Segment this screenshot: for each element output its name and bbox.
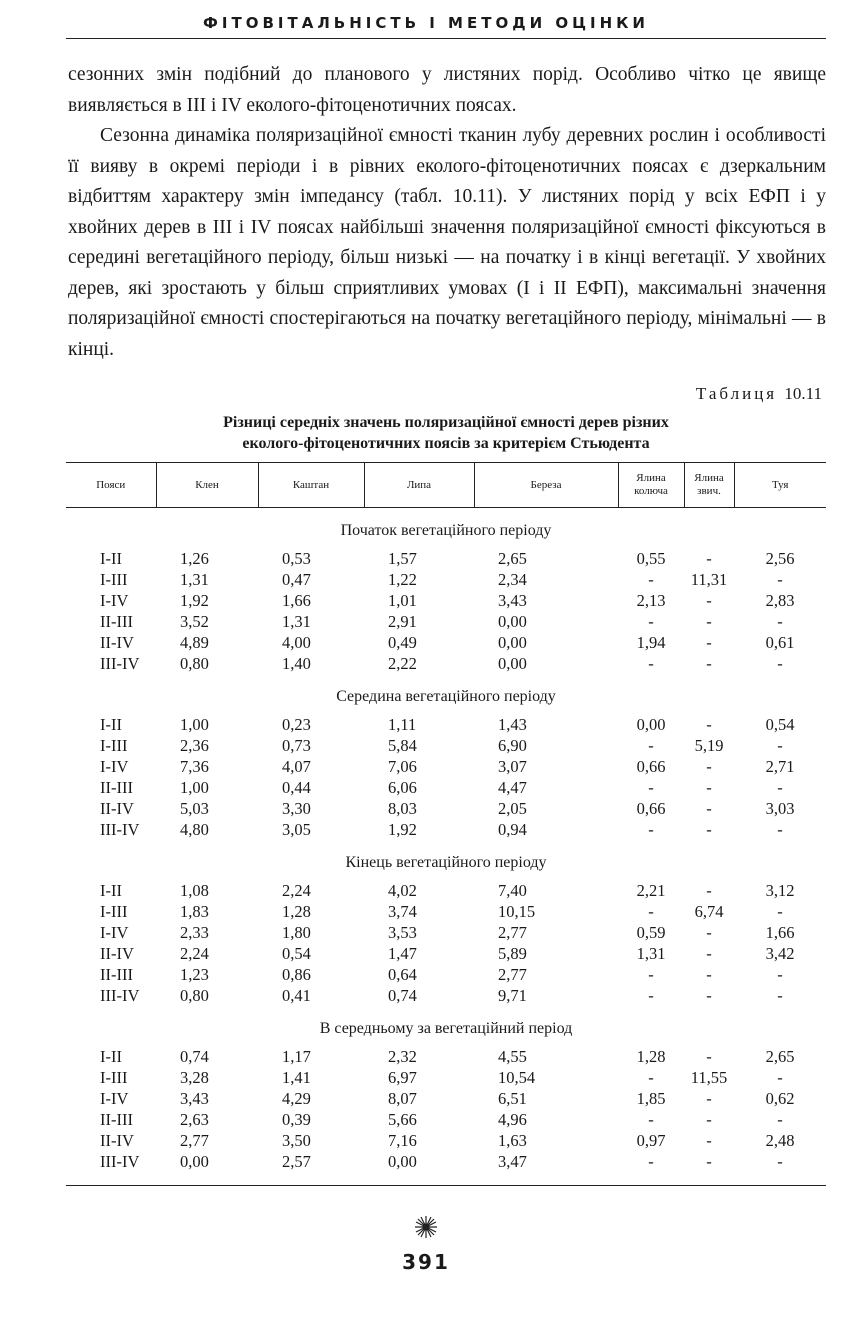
- table-cell: -: [777, 569, 783, 589]
- table-cell: II-III: [100, 611, 133, 631]
- table-cell: 1,23: [180, 964, 209, 984]
- table-cell: 0,94: [498, 819, 527, 839]
- table-cell: 0,23: [282, 714, 311, 734]
- table-cell: 2,05: [498, 798, 527, 818]
- table-cell: 1,47: [388, 943, 417, 963]
- table-cell: 0,66: [636, 756, 666, 776]
- table-row: [66, 943, 826, 964]
- table-cell: 9,71: [498, 985, 527, 1005]
- table-cell: -: [777, 901, 783, 921]
- table-cell: 3,43: [180, 1088, 209, 1108]
- table-cell: 2,77: [180, 1130, 209, 1150]
- table-cell: -: [777, 735, 783, 755]
- table-cell: 6,74: [694, 901, 724, 921]
- table-cell: 2,33: [180, 922, 209, 942]
- table-cell: 7,16: [388, 1130, 417, 1150]
- table-cell: I-IV: [100, 756, 129, 776]
- page-number: 391: [402, 1250, 450, 1274]
- table-cell: 0,00: [498, 611, 527, 631]
- table-cell: II-III: [100, 777, 133, 797]
- table-cell: 2,63: [180, 1109, 209, 1129]
- table-row: [66, 1151, 826, 1172]
- column-header: Липа: [364, 463, 474, 508]
- table-cell: 1,66: [765, 922, 795, 942]
- table-cell: III-IV: [100, 1151, 140, 1171]
- table-cell: III-IV: [100, 985, 140, 1005]
- table-cell: 2,24: [180, 943, 209, 963]
- table-row: [66, 777, 826, 798]
- table-cell: 1,94: [636, 632, 666, 652]
- table-cell: 1,31: [180, 569, 209, 589]
- section-heading: Початок вегетаційного періоду: [340, 522, 552, 539]
- table-cell: -: [706, 1088, 712, 1108]
- column-header: Каштан: [258, 463, 364, 508]
- table-cell: -: [648, 735, 654, 755]
- table-row: [66, 964, 826, 985]
- data-table: [66, 462, 826, 1172]
- column-header: Пояси: [66, 463, 156, 508]
- table-cell: 2,91: [388, 611, 417, 631]
- table-cell: -: [706, 590, 712, 610]
- table-cell: -: [777, 819, 783, 839]
- table-row: [66, 756, 826, 777]
- table-cell: 4,47: [498, 777, 527, 797]
- table-cell: -: [706, 922, 712, 942]
- table-cell: II-III: [100, 964, 133, 984]
- table-cell: -: [706, 611, 712, 631]
- table-cell: 0,59: [636, 922, 666, 942]
- table-body: [66, 508, 826, 1173]
- table-cell: 1,80: [282, 922, 311, 942]
- table-cell: II-IV: [100, 798, 134, 818]
- table-cell: 1,92: [388, 819, 417, 839]
- table-cell: 1,00: [180, 777, 209, 797]
- table-cell: -: [777, 1151, 783, 1171]
- table-cell: -: [648, 611, 654, 631]
- table-cell: -: [648, 1109, 654, 1129]
- table-row: [66, 1067, 826, 1088]
- table-cell: III-IV: [100, 653, 140, 673]
- table-cell: 1,28: [282, 901, 311, 921]
- table-cell: I-II: [100, 714, 122, 734]
- table-cell: 1,31: [282, 611, 311, 631]
- table-cell: I-IV: [100, 590, 129, 610]
- table-cell: 3,05: [282, 819, 311, 839]
- table-cell: 11,31: [690, 569, 728, 589]
- table-cell: -: [648, 964, 654, 984]
- table-cell: 1,08: [180, 880, 209, 900]
- flower-ornament-icon: [414, 1215, 438, 1239]
- table-cell: 0,80: [180, 653, 209, 673]
- table-cell: 6,51: [498, 1088, 527, 1108]
- section-heading-row: [66, 508, 826, 549]
- table-row: [66, 798, 826, 819]
- table-cell: -: [648, 1067, 654, 1087]
- table-cell: I-II: [100, 548, 122, 568]
- table-cell: 2,77: [498, 922, 527, 942]
- table-cell: 0,41: [282, 985, 311, 1005]
- table-cell: -: [648, 1151, 654, 1171]
- table-cell: -: [706, 653, 712, 673]
- table-cell: -: [706, 714, 712, 734]
- table-label-word: Таблиця: [695, 384, 778, 403]
- table-cell: 0,39: [282, 1109, 311, 1129]
- table-cell: 1,31: [636, 943, 666, 963]
- table-cell: 0,74: [180, 1046, 209, 1066]
- table-cell: 7,40: [498, 880, 527, 900]
- table-cell: -: [706, 632, 712, 652]
- table-cell: 2,13: [636, 590, 666, 610]
- table-row: [66, 611, 826, 632]
- table-bottom-rule: [66, 1185, 826, 1186]
- table-cell: 3,50: [282, 1130, 311, 1150]
- table-row: [66, 569, 826, 590]
- table-cell: 0,97: [636, 1130, 666, 1150]
- table-cell: 4,89: [180, 632, 209, 652]
- table-cell: 5,19: [694, 735, 724, 755]
- table-cell: -: [648, 653, 654, 673]
- table-cell: -: [706, 1046, 712, 1066]
- section-heading-row: [66, 674, 826, 714]
- column-header: Ялина колюча: [618, 463, 684, 508]
- table-cell: 1,92: [180, 590, 209, 610]
- table-cell: 3,28: [180, 1067, 209, 1087]
- table-cell: 2,56: [765, 548, 795, 568]
- table-cell: -: [648, 777, 654, 797]
- table-cell: 1,26: [180, 548, 209, 568]
- table-cell: I-III: [100, 735, 128, 755]
- table-cell: I-II: [100, 1046, 122, 1066]
- table-cell: 3,12: [765, 880, 795, 900]
- table-number: 10.11: [784, 384, 822, 403]
- body-text: [68, 60, 826, 365]
- table-cell: -: [706, 756, 712, 776]
- table-cell: 4,29: [282, 1088, 311, 1108]
- table-row: [66, 1088, 826, 1109]
- table-cell: 6,06: [388, 777, 417, 797]
- table-cell: 10,15: [498, 901, 536, 921]
- table-cell: 0,74: [388, 985, 417, 1005]
- table-cell: II-IV: [100, 632, 134, 652]
- table-title: [66, 412, 826, 454]
- table-cell: 1,00: [180, 714, 209, 734]
- table-cell: -: [777, 964, 783, 984]
- table-cell: -: [777, 1109, 783, 1129]
- table-cell: 0,73: [282, 735, 311, 755]
- table-cell: 0,66: [636, 798, 666, 818]
- table-cell: 0,64: [388, 964, 417, 984]
- table-cell: 5,03: [180, 798, 209, 818]
- table-cell: 3,74: [388, 901, 417, 921]
- table-cell: 0,00: [180, 1151, 209, 1171]
- table-cell: -: [777, 653, 783, 673]
- table-cell: 4,96: [498, 1109, 527, 1129]
- table-cell: -: [706, 1130, 712, 1150]
- table-cell: 2,65: [498, 548, 527, 568]
- table-cell: 4,80: [180, 819, 209, 839]
- table-cell: 0,62: [765, 1088, 795, 1108]
- table-cell: 2,71: [765, 756, 795, 776]
- table-row: [66, 985, 826, 1006]
- table-cell: -: [706, 777, 712, 797]
- table-cell: 0,54: [282, 943, 311, 963]
- table-cell: 0,00: [388, 1151, 417, 1171]
- table-cell: 0,53: [282, 548, 311, 568]
- table-cell: 4,02: [388, 880, 417, 900]
- table-cell: I-IV: [100, 922, 129, 942]
- table-row: [66, 714, 826, 735]
- table-cell: -: [706, 943, 712, 963]
- table-cell: 5,84: [388, 735, 417, 755]
- table-cell: II-IV: [100, 1130, 134, 1150]
- table-cell: 6,97: [388, 1067, 417, 1087]
- section-heading: Кінець вегетаційного періоду: [345, 854, 547, 871]
- section-heading-row: [66, 1006, 826, 1046]
- table-cell: 3,53: [388, 922, 417, 942]
- table-row: [66, 880, 826, 901]
- table-cell: -: [706, 880, 712, 900]
- table-cell: -: [706, 548, 712, 568]
- table-cell: 1,85: [636, 1088, 666, 1108]
- table-cell: 0,54: [765, 714, 795, 734]
- table-cell: 1,17: [282, 1046, 311, 1066]
- table-cell: 1,43: [498, 714, 527, 734]
- table-row: [66, 1046, 826, 1067]
- table-cell: 1,83: [180, 901, 209, 921]
- table-cell: II-III: [100, 1109, 133, 1129]
- table-cell: -: [777, 777, 783, 797]
- table-cell: 1,40: [282, 653, 311, 673]
- table-cell: 1,01: [388, 590, 417, 610]
- table-cell: 11,55: [690, 1067, 728, 1087]
- table-cell: 5,89: [498, 943, 527, 963]
- table-row: [66, 590, 826, 611]
- table-cell: 4,55: [498, 1046, 527, 1066]
- table-cell: 2,57: [282, 1151, 311, 1171]
- table-cell: III-IV: [100, 819, 140, 839]
- table-cell: 1,66: [282, 590, 311, 610]
- table-cell: -: [648, 819, 654, 839]
- table-row: [66, 922, 826, 943]
- table-cell: 0,44: [282, 777, 311, 797]
- table-cell: 2,21: [636, 880, 666, 900]
- table-cell: 1,22: [388, 569, 417, 589]
- table-cell: 2,77: [498, 964, 527, 984]
- table-cell: 2,48: [765, 1130, 795, 1150]
- table-cell: -: [777, 1067, 783, 1087]
- table-cell: 8,07: [388, 1088, 417, 1108]
- paragraph: Сезонна динаміка поляризаційної ємності тканин лубу деревних рослин і особливості її вияву в окремі періоди і в рівних еколого-фітоценотичних поясах є дзеркальним відбиттям характеру змін імпедансу (табл. 10.11). У листяних порід у всіх ЕФП і у хвойних дерев в ІІІ і IV поясах найбільші значення поляризаційної ємності фіксуються в середині вегетаційного періоду, більш низькі — на початку і в кінці вегетації. У хвойних дерев, які зростають у більш сприятливих умовах (І і ІІ ЕФП), максимальні значення поляризаційної ємності спостерігаються на початку вегетаційного періоду, мінімальні — в кінці.: [68, 125, 826, 360]
- table-cell: 6,90: [498, 735, 527, 755]
- table-cell: 0,61: [765, 632, 795, 652]
- table-cell: 10,54: [498, 1067, 536, 1087]
- paragraph: сезонних змін подібний до планового у листяних порід. Особливо чітко це явище виявляється в ІІІ і IV еколого-фітоценотичних поясах.: [68, 64, 826, 116]
- table-cell: I-IV: [100, 1088, 129, 1108]
- table-row: [66, 548, 826, 569]
- table-cell: 0,00: [498, 653, 527, 673]
- table-row: [66, 653, 826, 674]
- table-cell: I-II: [100, 880, 122, 900]
- table-cell: 2,24: [282, 880, 311, 900]
- table-cell: 1,11: [388, 714, 417, 734]
- table-cell: -: [648, 901, 654, 921]
- table-cell: 3,42: [765, 943, 795, 963]
- table-cell: 0,86: [282, 964, 311, 984]
- table-cell: 0,47: [282, 569, 311, 589]
- column-header: Береза: [474, 463, 618, 508]
- table-cell: 0,00: [636, 714, 666, 734]
- table-cell: 1,57: [388, 548, 417, 568]
- table-row: [66, 632, 826, 653]
- table-cell: 2,34: [498, 569, 527, 589]
- table-cell: 0,80: [180, 985, 209, 1005]
- table-title-line: еколого-фітоценотичних поясів за критерієм Стьюдента: [242, 435, 650, 452]
- table-header-row: [66, 463, 826, 508]
- table-cell: -: [706, 964, 712, 984]
- table-cell: -: [648, 569, 654, 589]
- column-header: Ялина звич.: [684, 463, 734, 508]
- column-header: Клен: [156, 463, 258, 508]
- table-cell: 2,22: [388, 653, 417, 673]
- table-label: [696, 384, 822, 404]
- table-cell: I-III: [100, 569, 128, 589]
- table-title-line: Різниці середніх значень поляризаційної ємності дерев різних: [223, 414, 669, 431]
- section-heading: В середньому за вегетаційний період: [319, 1020, 573, 1037]
- table-row: [66, 901, 826, 922]
- table-cell: 7,06: [388, 756, 417, 776]
- table-cell: 0,00: [498, 632, 527, 652]
- table-cell: -: [706, 1109, 712, 1129]
- table-cell: 4,07: [282, 756, 311, 776]
- table-row: [66, 1109, 826, 1130]
- table-cell: 3,03: [765, 798, 795, 818]
- table-cell: -: [706, 985, 712, 1005]
- table-cell: I-III: [100, 1067, 128, 1087]
- table-cell: 1,63: [498, 1130, 527, 1150]
- table-cell: 0,55: [636, 548, 666, 568]
- table-cell: 3,30: [282, 798, 311, 818]
- table-row: [66, 735, 826, 756]
- running-head: ФІТОВІТАЛЬНІСТЬ І МЕТОДИ ОЦІНКИ: [203, 14, 649, 32]
- table-cell: 0,49: [388, 632, 417, 652]
- table-cell: 2,36: [180, 735, 209, 755]
- table-cell: 2,65: [765, 1046, 795, 1066]
- table-cell: I-III: [100, 901, 128, 921]
- table-cell: 7,36: [180, 756, 209, 776]
- table-cell: -: [777, 611, 783, 631]
- table-cell: 3,43: [498, 590, 527, 610]
- table-row: [66, 1130, 826, 1151]
- table-cell: 8,03: [388, 798, 417, 818]
- table-cell: 5,66: [388, 1109, 417, 1129]
- table-cell: 2,32: [388, 1046, 417, 1066]
- table-cell: 3,52: [180, 611, 209, 631]
- section-heading: Середина вегетаційного періоду: [336, 688, 556, 705]
- table-cell: -: [706, 819, 712, 839]
- table-cell: 3,47: [498, 1151, 527, 1171]
- table-cell: -: [777, 985, 783, 1005]
- table-cell: 3,07: [498, 756, 527, 776]
- table-cell: -: [706, 798, 712, 818]
- column-header: Туя: [734, 463, 826, 508]
- table-cell: -: [648, 985, 654, 1005]
- section-heading-row: [66, 840, 826, 880]
- table-cell: 2,83: [765, 590, 795, 610]
- table-cell: -: [706, 1151, 712, 1171]
- table-cell: 1,28: [636, 1046, 666, 1066]
- table-cell: II-IV: [100, 943, 134, 963]
- table-cell: 1,41: [282, 1067, 311, 1087]
- header-rule: [66, 38, 826, 39]
- table-row: [66, 819, 826, 840]
- table-cell: 4,00: [282, 632, 311, 652]
